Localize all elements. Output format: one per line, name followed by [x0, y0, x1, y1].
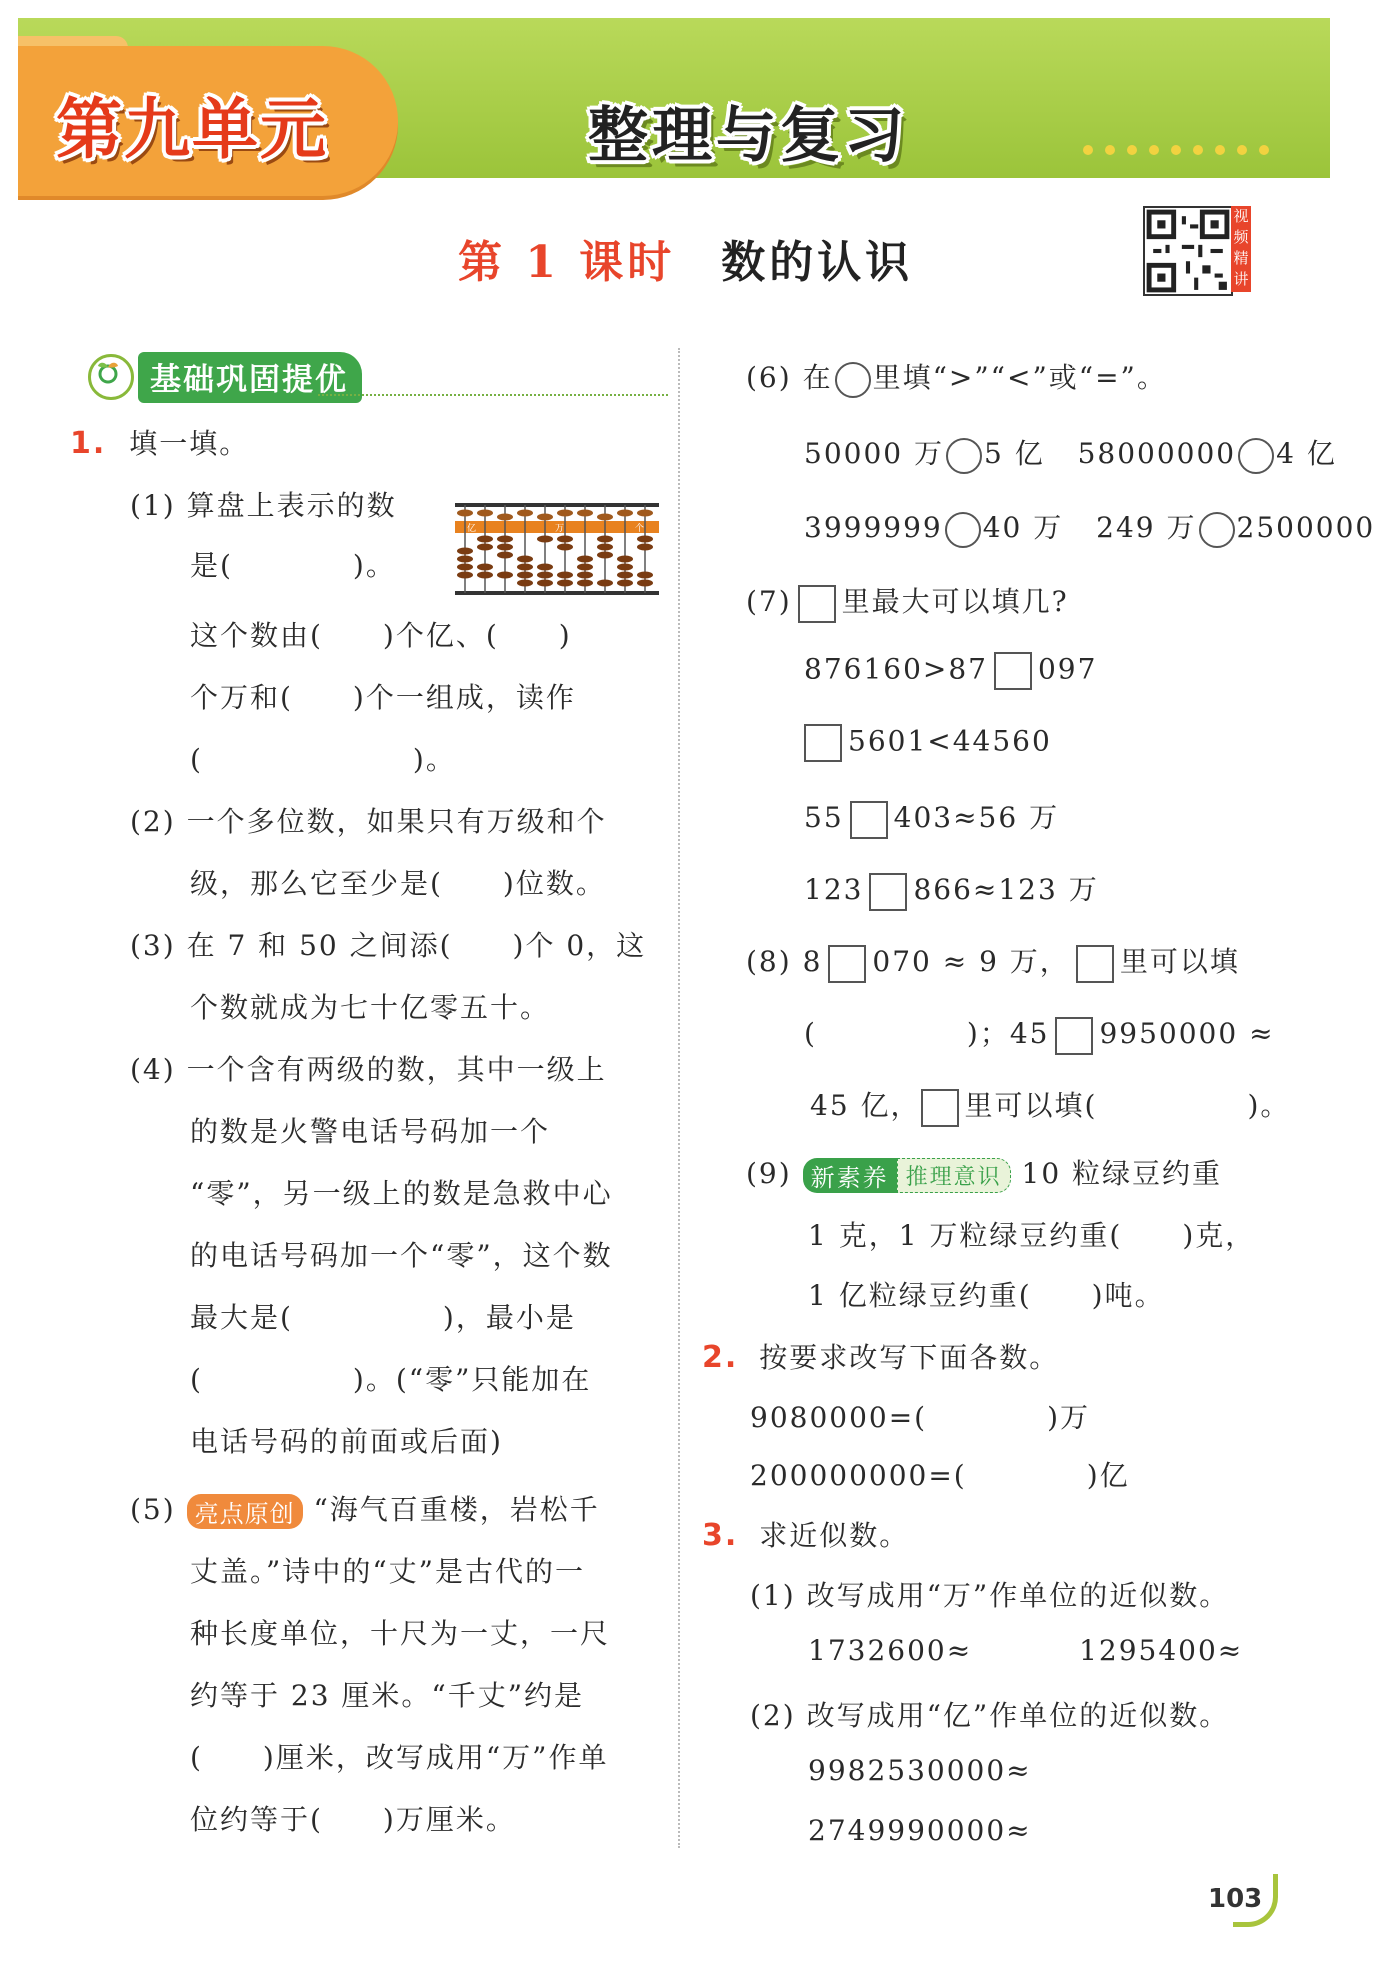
- qr-label: 视频精讲: [1231, 206, 1251, 292]
- q8-text: 070 ≈ 9 万，: [872, 945, 1070, 978]
- question-number: 2.: [702, 1340, 739, 1375]
- q1-6-row1: [804, 432, 1337, 474]
- digit-box[interactable]: [850, 801, 888, 839]
- q6-expr: 249 万: [1096, 511, 1197, 544]
- square-blank-icon: [798, 585, 836, 623]
- q1-4-line5[interactable]: 最大是( )，最小是: [190, 1301, 576, 1334]
- q1-7-row2: [804, 724, 1052, 762]
- q1-3-line1[interactable]: (3) 在 7 和 50 之间添( )个 0，这: [130, 929, 647, 962]
- abacus-label-ge: 个: [635, 524, 645, 534]
- q1-7-row3: [804, 796, 1059, 839]
- q1-1-line1: (1) 算盘上表示的数: [130, 489, 397, 522]
- q1-9-line2[interactable]: 1 克，1 万粒绿豆约重( )克，: [808, 1219, 1256, 1252]
- q1-2-line1: (2) 一个多位数，如果只有万级和个: [130, 805, 607, 838]
- q3-2-title: (2) 改写成用“亿”作单位的近似数。: [750, 1699, 1230, 1732]
- q3-2-row1[interactable]: 9982530000≈: [808, 1754, 1032, 1787]
- question-title: 填一填。: [129, 427, 250, 460]
- workbook-page: [18, 18, 1375, 1948]
- q1-6-row2: [804, 506, 1375, 548]
- q7-expr: 5601<44560: [848, 724, 1052, 758]
- q1-5-line3: 种长度单位，十尺为一丈，一尺: [190, 1617, 611, 1650]
- square-blank-icon: [1076, 945, 1114, 983]
- q6-expr: 50000 万: [804, 437, 944, 470]
- q1-2-line2[interactable]: 级，那么它至少是( )位数。: [190, 867, 606, 900]
- digit-box[interactable]: [804, 724, 842, 762]
- lesson-number: 第 1 课时: [458, 237, 676, 288]
- review-title: 整理与复习: [588, 101, 908, 171]
- q1-1-line5[interactable]: ( )。: [190, 743, 456, 776]
- q1-4-line2: 的数是火警电话号码加一个: [190, 1115, 551, 1148]
- q3-2-row2[interactable]: 2749990000≈: [808, 1814, 1032, 1847]
- q1-4-line4: 的电话号码加一个“零”，这个数: [190, 1239, 613, 1272]
- q1-1-blank[interactable]: 是( )。: [190, 549, 396, 582]
- q7-expr: 403≈56 万: [893, 801, 1060, 834]
- question-1: [70, 422, 249, 462]
- q1-4-line1: (4) 一个含有两级的数，其中一级上: [130, 1053, 607, 1086]
- section-label: 基础巩固提优: [138, 352, 362, 403]
- qr-code-icon[interactable]: [1143, 206, 1233, 296]
- q8-blank[interactable]: 里可以填( )。: [964, 1089, 1291, 1122]
- q1-1-line4: 个万和( )个一组成，读作: [190, 681, 576, 714]
- digit-box[interactable]: [994, 652, 1032, 690]
- q3-1-row: [808, 1634, 1243, 1667]
- reasoning-badge: 推理意识: [897, 1158, 1011, 1193]
- q6-expr: 4 亿: [1276, 437, 1337, 470]
- q3-1-title: (1) 改写成用“万”作单位的近似数。: [750, 1579, 1230, 1612]
- q1-9-line3[interactable]: 1 亿粒绿豆约重( )吨。: [808, 1279, 1165, 1312]
- abacus-label-wan: 万: [555, 524, 565, 534]
- q7-expr: 097: [1037, 652, 1098, 686]
- compare-circle[interactable]: [945, 512, 981, 548]
- q1-5-number: (5): [130, 1493, 176, 1526]
- q7-suffix: 里最大可以填几?: [841, 585, 1069, 618]
- digit-box[interactable]: [869, 873, 907, 911]
- q9-text: 10 粒绿豆约重: [1021, 1157, 1223, 1190]
- unit-title: 第九单元: [56, 91, 328, 168]
- q1-5-line4: 约等于 23 厘米。“千丈”约是: [190, 1679, 585, 1712]
- question-number: 1.: [70, 426, 107, 461]
- digit-box[interactable]: [1055, 1017, 1093, 1055]
- abacus-image: [455, 501, 659, 597]
- highlight-badge: 亮点原创: [187, 1494, 303, 1529]
- q3-expr[interactable]: 1732600≈: [808, 1634, 973, 1667]
- compare-circle[interactable]: [1199, 512, 1235, 548]
- section-heading: [88, 356, 362, 398]
- q1-3-line2: 个数就成为七十亿零五十。: [190, 991, 551, 1024]
- page-number: 103: [1208, 1884, 1263, 1914]
- new-literacy-badge: 新素养: [803, 1158, 897, 1193]
- digit-box[interactable]: [828, 945, 866, 983]
- q1-8-line1: [746, 940, 1240, 983]
- compare-circle[interactable]: [946, 438, 982, 474]
- q1-5-line1: [130, 1488, 600, 1529]
- q6-expr: 2500000: [1236, 511, 1375, 544]
- column-divider: [678, 348, 680, 1848]
- q1-6-line1: [746, 356, 1167, 398]
- q9-number: (9): [746, 1157, 792, 1190]
- q1-4-line3: “零”，另一级上的数是急救中心: [190, 1177, 613, 1210]
- q6-expr: 58000000: [1077, 437, 1237, 470]
- q1-5-line2: 丈盖。”诗中的“丈”是古代的一: [190, 1555, 585, 1588]
- decorative-dots: [1083, 145, 1269, 155]
- question-title: 按要求改写下面各数。: [759, 1341, 1060, 1374]
- q7-prefix: (7): [746, 585, 792, 618]
- square-blank-icon: [921, 1089, 959, 1127]
- q1-8-line2: [804, 1012, 1275, 1055]
- q1-7-row4: [804, 868, 1099, 911]
- q8-blank[interactable]: ( )；45: [804, 1017, 1050, 1050]
- q6-expr: 5 亿: [983, 437, 1045, 470]
- q1-7-row1: [804, 652, 1097, 690]
- lesson-name: 数的认识: [721, 237, 914, 288]
- q8-text: 9950000 ≈: [1099, 1017, 1275, 1050]
- q6-expr: 3999999: [804, 511, 943, 544]
- q1-4-line6[interactable]: ( )。(“零”只能加在: [190, 1363, 592, 1396]
- q7-expr: 123: [804, 873, 864, 906]
- q2-line2[interactable]: 200000000=( )亿: [750, 1459, 1130, 1492]
- q1-4-line7: 电话号码的前面或后面): [190, 1425, 503, 1458]
- lesson-heading: [458, 226, 913, 290]
- q1-5-line6[interactable]: 位约等于( )万厘米。: [190, 1803, 516, 1836]
- q7-expr: 55: [804, 801, 844, 834]
- q3-expr[interactable]: 1295400≈: [1079, 1634, 1244, 1667]
- question-number: 3.: [702, 1518, 739, 1553]
- question-3: [702, 1514, 909, 1554]
- abacus-label-yi: 亿: [467, 524, 477, 534]
- compare-circle[interactable]: [1238, 438, 1274, 474]
- q7-expr: 876160>87: [804, 652, 988, 686]
- sprout-icon: [88, 354, 134, 400]
- q8-text: (8) 8: [746, 945, 823, 978]
- q1-7-line1: [746, 580, 1069, 623]
- q1-9-line1: [746, 1152, 1222, 1193]
- question-2: [702, 1336, 1059, 1376]
- section-underline: [318, 394, 668, 396]
- q1-5-text: “海气百重楼，岩松千: [313, 1493, 600, 1526]
- q6-suffix: 里填“>”“<”或“=”。: [872, 361, 1167, 394]
- q2-line1[interactable]: 9080000=( )万: [750, 1401, 1091, 1434]
- circle-blank-icon: [835, 362, 871, 398]
- q8-text: 里可以填: [1119, 945, 1240, 978]
- question-title: 求近似数。: [759, 1519, 910, 1552]
- q1-8-line3: [810, 1084, 1290, 1127]
- q6-prefix: (6) 在: [746, 361, 833, 394]
- q8-text: 45 亿，: [810, 1089, 921, 1122]
- q7-expr: 866≈123 万: [913, 873, 1099, 906]
- q6-expr: 40 万: [982, 511, 1064, 544]
- q1-5-line5[interactable]: ( )厘米，改写成用“万”作单: [190, 1741, 609, 1774]
- q1-1-line3: 这个数由( )个亿、( ): [190, 619, 572, 652]
